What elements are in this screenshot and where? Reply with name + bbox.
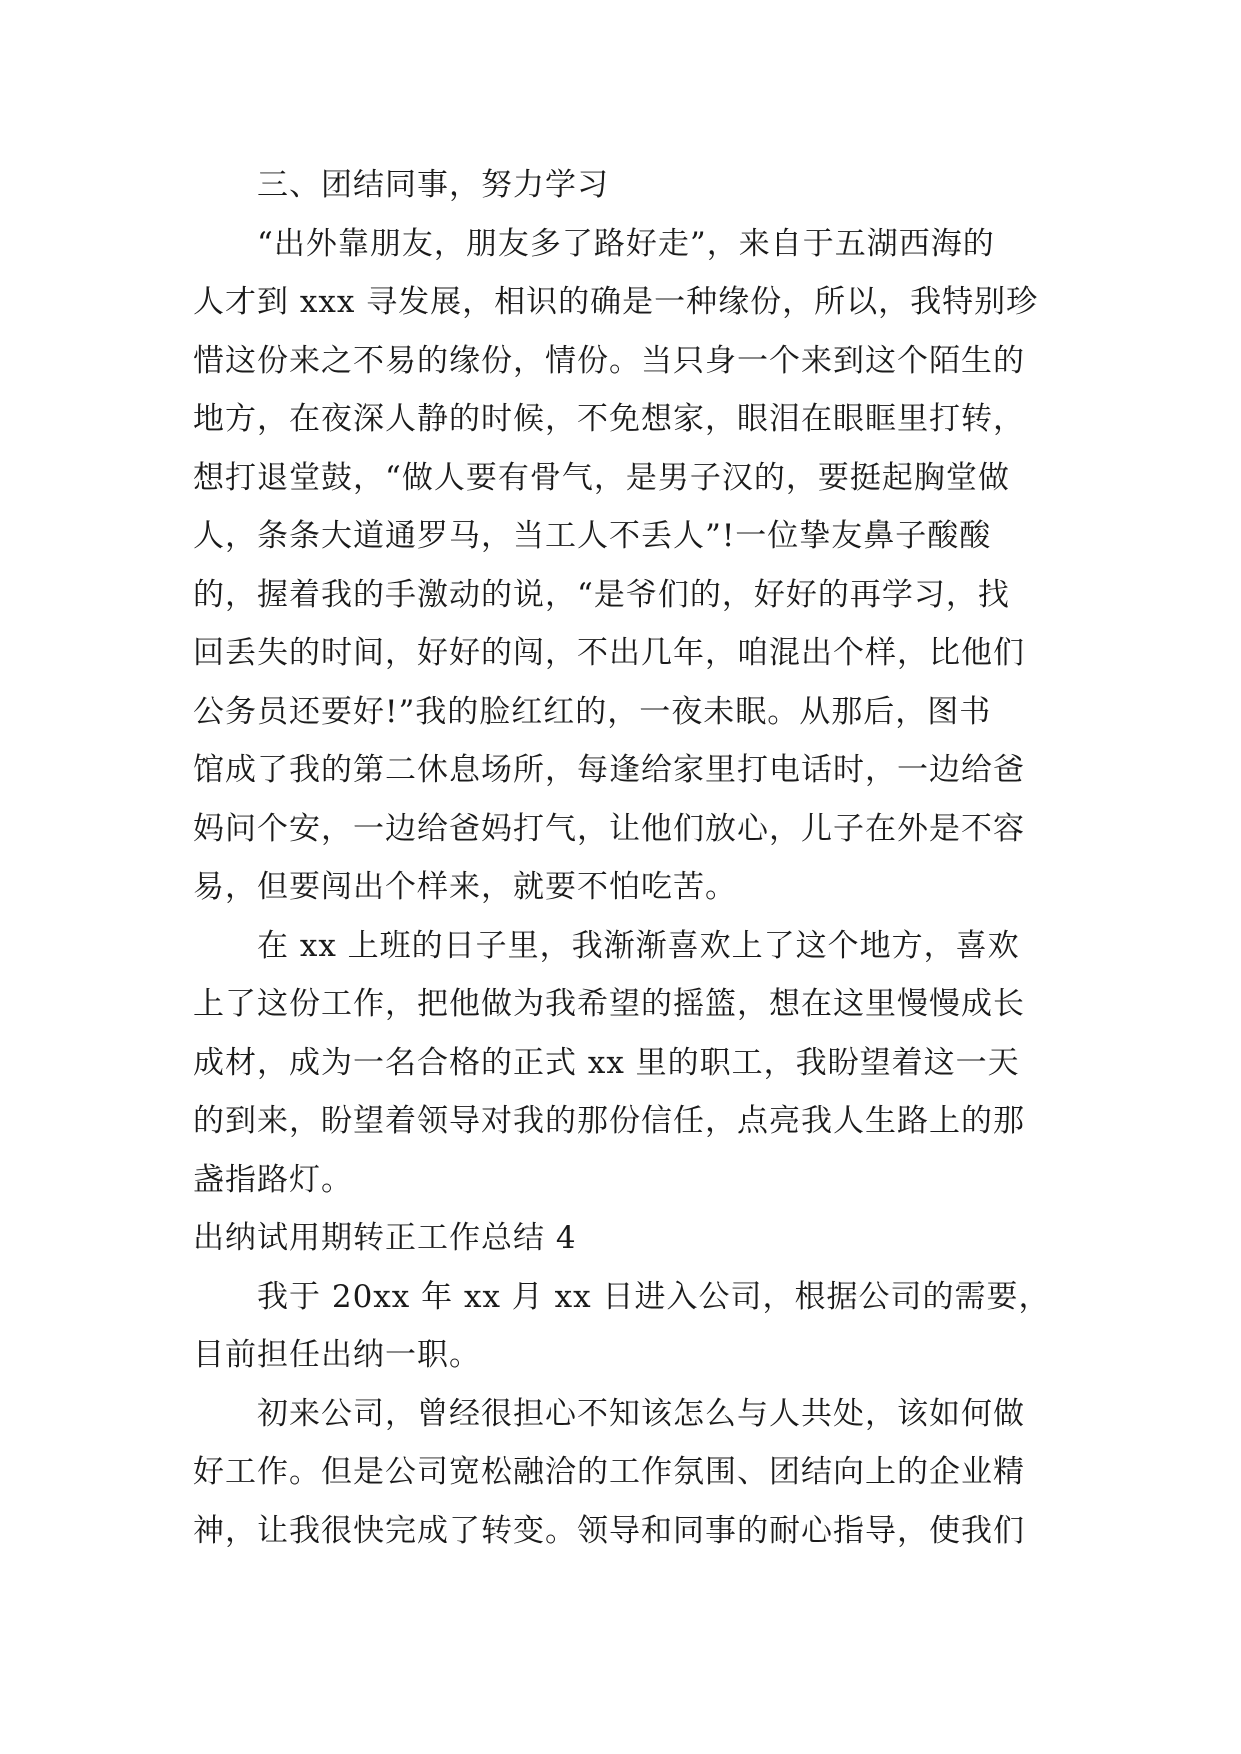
paragraph-line: 在 xx 上班的日子里，我渐渐喜欢上了这个地方，喜欢 [257, 927, 1020, 964]
paragraph-workplace [193, 917, 1049, 1210]
paragraph-line: 想打退堂鼓，“做人要有骨气，是男子汉的，要挺起胸堂做 [193, 459, 1010, 496]
paragraph-line: 回丢失的时间，好好的闯，不出几年，咱混出个样，比他们 [193, 635, 1025, 671]
paragraph-line: “出外靠朋友，朋友多了路好走”，来自于五湖西海的 [257, 225, 995, 262]
paragraph-line: 的到来，盼望着领导对我的那份信任，点亮我人生路上的那 [193, 1103, 1025, 1139]
paragraph-line: 易，但要闯出个样来，就要不怕吃苦。 [193, 869, 737, 905]
paragraph-line: 初来公司，曾经很担心不知该怎么与人共处，该如何做 [257, 1395, 1025, 1432]
paragraph-line: 我于 20xx 年 xx 月 xx 日进入公司，根据公司的需要， [257, 1278, 1051, 1315]
paragraph-line: 地方，在夜深人静的时候，不免想家，眼泪在眼眶里打转， [193, 401, 1025, 437]
paragraph-line: 的，握着我的手激动的说，“是爷们的，好好的再学习，找 [193, 576, 1010, 613]
paragraph-line: 公务员还要好!”我的脸红红的，一夜未眠。从那后，图书 [193, 693, 992, 730]
paragraph-line: 目前担任出纳一职。 [193, 1337, 481, 1373]
section-heading: 三、团结同事，努力学习 [257, 167, 609, 203]
paragraph-line: 人，条条大道通罗马，当工人不丢人”!一位挚友鼻子酸酸 [193, 518, 992, 554]
document-body [193, 156, 1049, 1560]
paragraph-friendship [193, 215, 1049, 917]
paragraph-line: 成材，成为一名合格的正式 xx 里的职工，我盼望着这一天 [193, 1044, 1020, 1081]
paragraph-line: 神，让我很快完成了转变。领导和同事的耐心指导，使我们 [193, 1512, 1025, 1549]
paragraph-adaptation [193, 1385, 1049, 1561]
paragraph-intro [193, 1268, 1049, 1385]
paragraph-line: 人才到 xxx 寻发展，相识的确是一种缘份，所以，我特别珍 [193, 284, 1039, 320]
paragraph-line: 馆成了我的第二休息场所，每逢给家里打电话时，一边给爸 [193, 752, 1025, 788]
paragraph-line: 上了这份工作，把他做为我希望的摇篮，想在这里慢慢成长 [193, 986, 1025, 1022]
paragraph-line: 好工作。但是公司宽松融洽的工作氛围、团结向上的企业精 [193, 1454, 1025, 1490]
document-title: 出纳试用期转正工作总结 4 [193, 1220, 577, 1256]
paragraph-line: 惜这份来之不易的缘份，情份。当只身一个来到这个陌生的 [193, 342, 1025, 379]
paragraph-line: 盏指路灯。 [193, 1161, 353, 1198]
paragraph-line: 妈问个安，一边给爸妈打气，让他们放心，儿子在外是不容 [193, 810, 1025, 847]
